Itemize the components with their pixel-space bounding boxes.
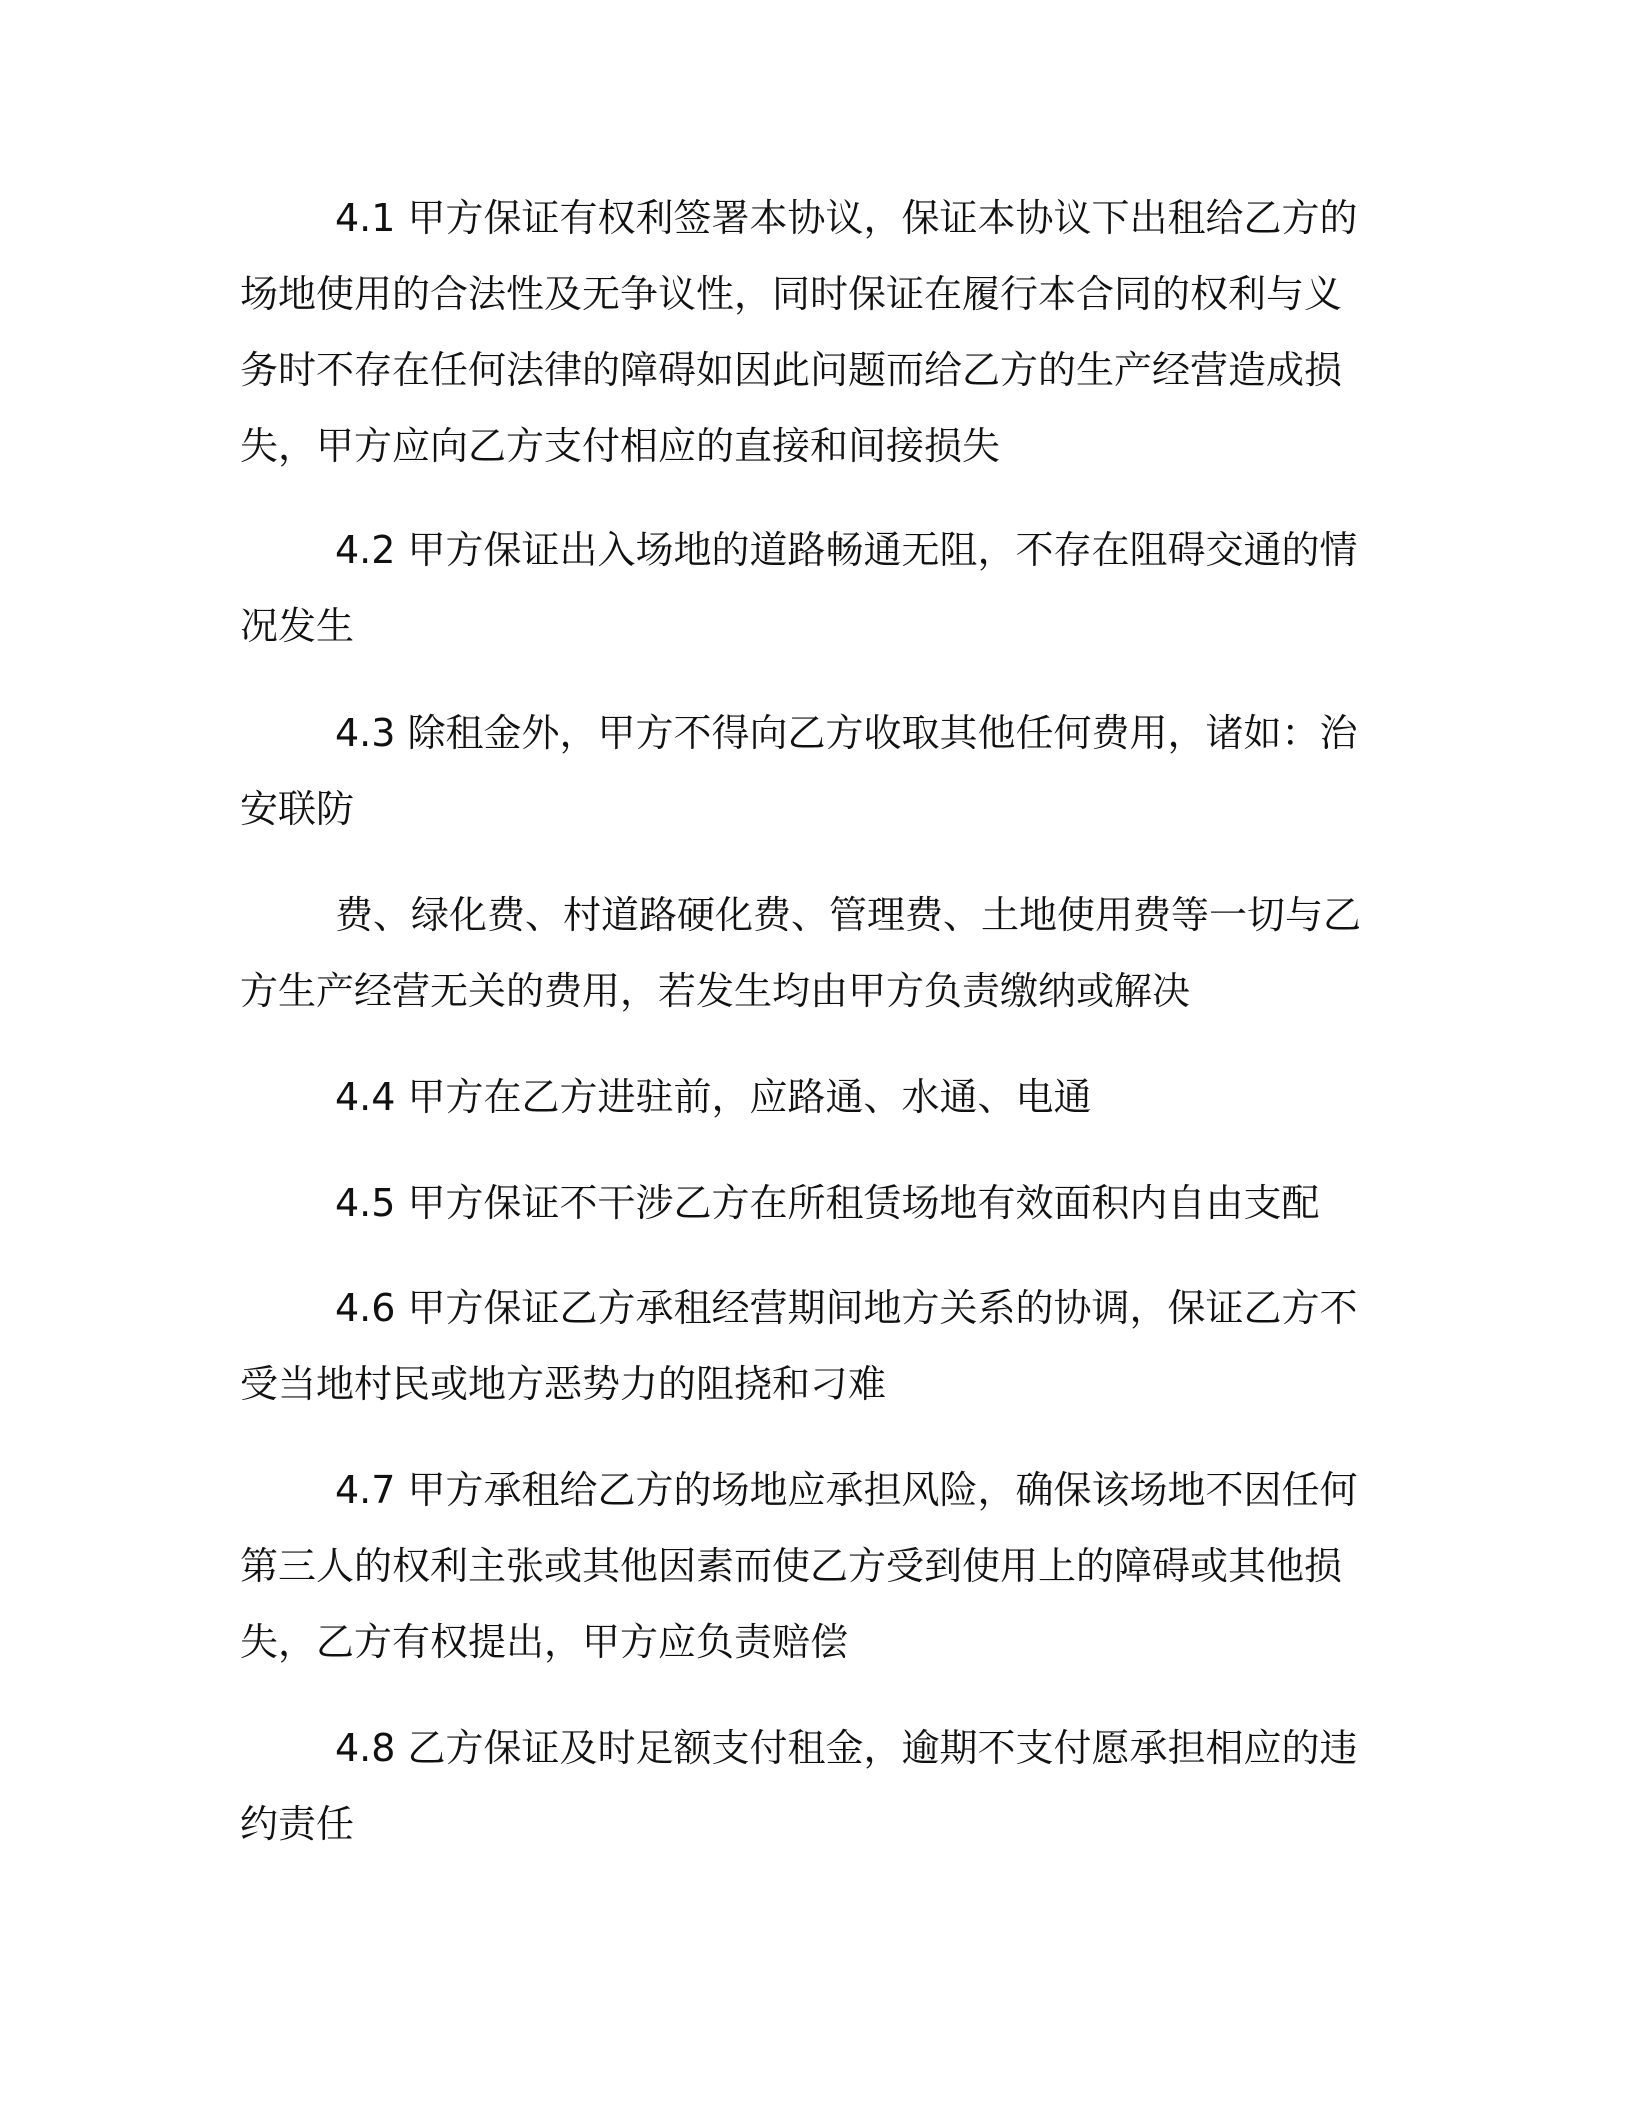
clause-4-1: 4.1 甲方保证有权利签署本协议，保证本协议下出租给乙方的场地使用的合法性及无争议性，同时保证在履行本合同的权利与义务时不存在任何法律的障碍如因此问题而给乙方的生产经营造成损失，甲方应向乙方支付相应的直接和间接损失 — [240, 196, 1358, 468]
clause-4-3: 4.3 除租金外，甲方不得向乙方收取其他任何费用，诸如：治安联防 — [240, 711, 1358, 831]
clause-4-6: 4.6 甲方保证乙方承租经营期间地方关系的协调，保证乙方不受当地村民或地方恶势力的阻挠和刁难 — [240, 1286, 1358, 1406]
clause-4-8: 4.8 乙方保证及时足额支付租金，逾期不支付愿承担相应的违约责任 — [240, 1726, 1358, 1846]
clause-4-2: 4.2 甲方保证出入场地的道路畅通无阻，不存在阻碍交通的情况发生 — [240, 528, 1358, 648]
clause-4-3-continued: 费、绿化费、村道路硬化费、管理费、土地使用费等一切与乙方生产经营无关的费用，若发生均由甲方负责缴纳或解决 — [240, 893, 1362, 1013]
clause-4-5: 4.5 甲方保证不干涉乙方在所租赁场地有效面积内自由支配 — [335, 1181, 1320, 1225]
clause-4-7: 4.7 甲方承租给乙方的场地应承担风险，确保该场地不因任何第三人的权利主张或其他因素而使乙方受到使用上的障碍或其他损失，乙方有权提出，甲方应负责赔偿 — [240, 1468, 1358, 1664]
clause-4-4: 4.4 甲方在乙方进驻前，应路通、水通、电通 — [335, 1075, 1092, 1119]
